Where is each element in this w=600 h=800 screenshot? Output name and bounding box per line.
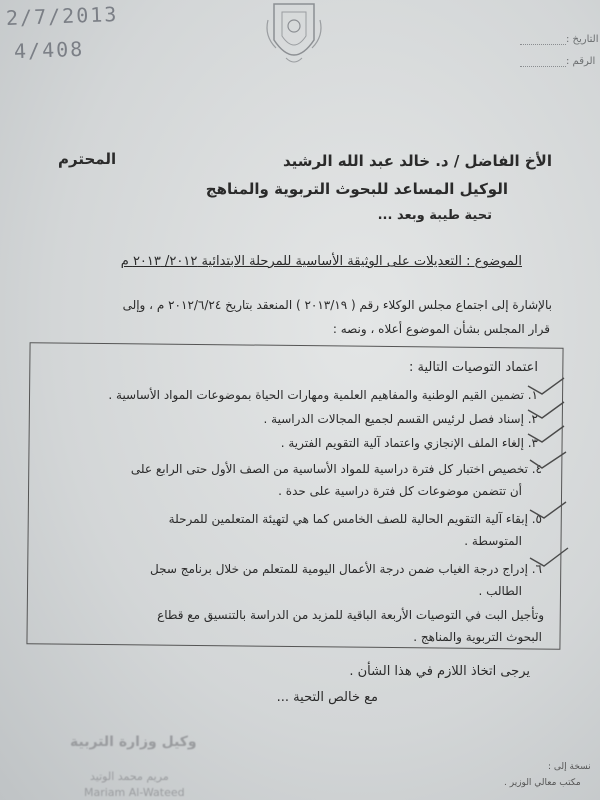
resolution-item-4: ٤. تخصيص اختبار كل فترة دراسية للمواد الأساسية من الصف الأول حتى الرابع على xyxy=(130,462,542,476)
resolution-item-6: ٦. إدراج درجة الغياب ضمن درجة الأعمال اليومية للمتعلم من خلال برنامج سجل xyxy=(150,562,542,576)
closing-request: يرجى اتخاذ اللازم في هذا الشأن . xyxy=(349,664,530,679)
copy-to-line: مكتب معالي الوزير . xyxy=(504,778,581,788)
number-label: الرقم : xyxy=(566,56,596,67)
resolution-item-1: ١. تضمين القيم الوطنية والمفاهيم العلمية ومهارات الحياة بموضوعات المواد الأساسية . xyxy=(108,388,538,402)
handwritten-number: 4/408 xyxy=(13,36,85,64)
resolution-item-2: ٢. إسناد فصل لرئيس القسم لجميع المجالات الدراسية . xyxy=(263,412,538,426)
intro-line-1: بالإشارة إلى اجتماع مجلس الوكلاء رقم ( ٢٠١٣/١٩ ) المنعقد بتاريخ ٢٠١٢/٦/٢٤ م ، وإلى xyxy=(122,298,552,312)
signatory-name-en: Mariam Al-Wateed xyxy=(84,786,185,799)
resolution-item-4-cont: أن تتضمن موضوعات كل فترة دراسية على حدة . xyxy=(278,484,522,498)
closing-regards: مع خالص التحية ... xyxy=(276,690,378,705)
resolution-item-5-cont: المتوسطة . xyxy=(464,534,522,548)
addressee-honorific: المحترم xyxy=(58,150,117,168)
resolution-heading: اعتماد التوصيات التالية : xyxy=(408,360,538,375)
resolution-item-3: ٣. إلغاء الملف الإنجازي واعتماد آلية التقويم الفترية . xyxy=(280,436,538,450)
handwritten-date: 2/7/2013 xyxy=(5,2,119,30)
pen-ticks-icon xyxy=(520,376,580,596)
postponement-line-2: البحوث التربوية والمناهج . xyxy=(413,630,542,644)
date-label: التاريخ : xyxy=(566,34,599,45)
ministry-emblem-icon xyxy=(262,0,326,72)
date-field-line xyxy=(520,44,566,45)
postponement-line-1: وتأجيل البت في التوصيات الأربعة الباقية للمزيد من الدراسة بالتنسيق مع قطاع xyxy=(157,608,544,622)
subject-line: الموضوع : التعديلات على الوثيقة الأساسية للمرحلة الابتدائية ٢٠١٢/ ٢٠١٣ م xyxy=(120,254,522,269)
intro-line-2: قرار المجلس بشأن الموضوع أعلاه ، ونصه : xyxy=(332,322,550,336)
signatory-name-ar: مريم محمد الوتيد xyxy=(90,770,169,783)
resolution-item-6-cont: الطالب . xyxy=(478,584,522,598)
resolution-item-5: ٥. إبقاء آلية التقويم الحالية للصف الخامس كما هي لتهيئة المتعلمين للمرحلة xyxy=(168,512,542,526)
greeting: تحية طيبة وبعد ... xyxy=(377,208,492,223)
signatory-title: وكيل وزارة التربية xyxy=(70,734,197,750)
addressee-title: الوكيل المساعد للبحوث التربوية والمناهج xyxy=(205,180,508,198)
addressee-name: الأخ الفاضل / د. خالد عبد الله الرشيد xyxy=(282,152,552,170)
number-field-line xyxy=(520,66,566,67)
copy-to-label: نسخة إلى : xyxy=(548,762,591,772)
